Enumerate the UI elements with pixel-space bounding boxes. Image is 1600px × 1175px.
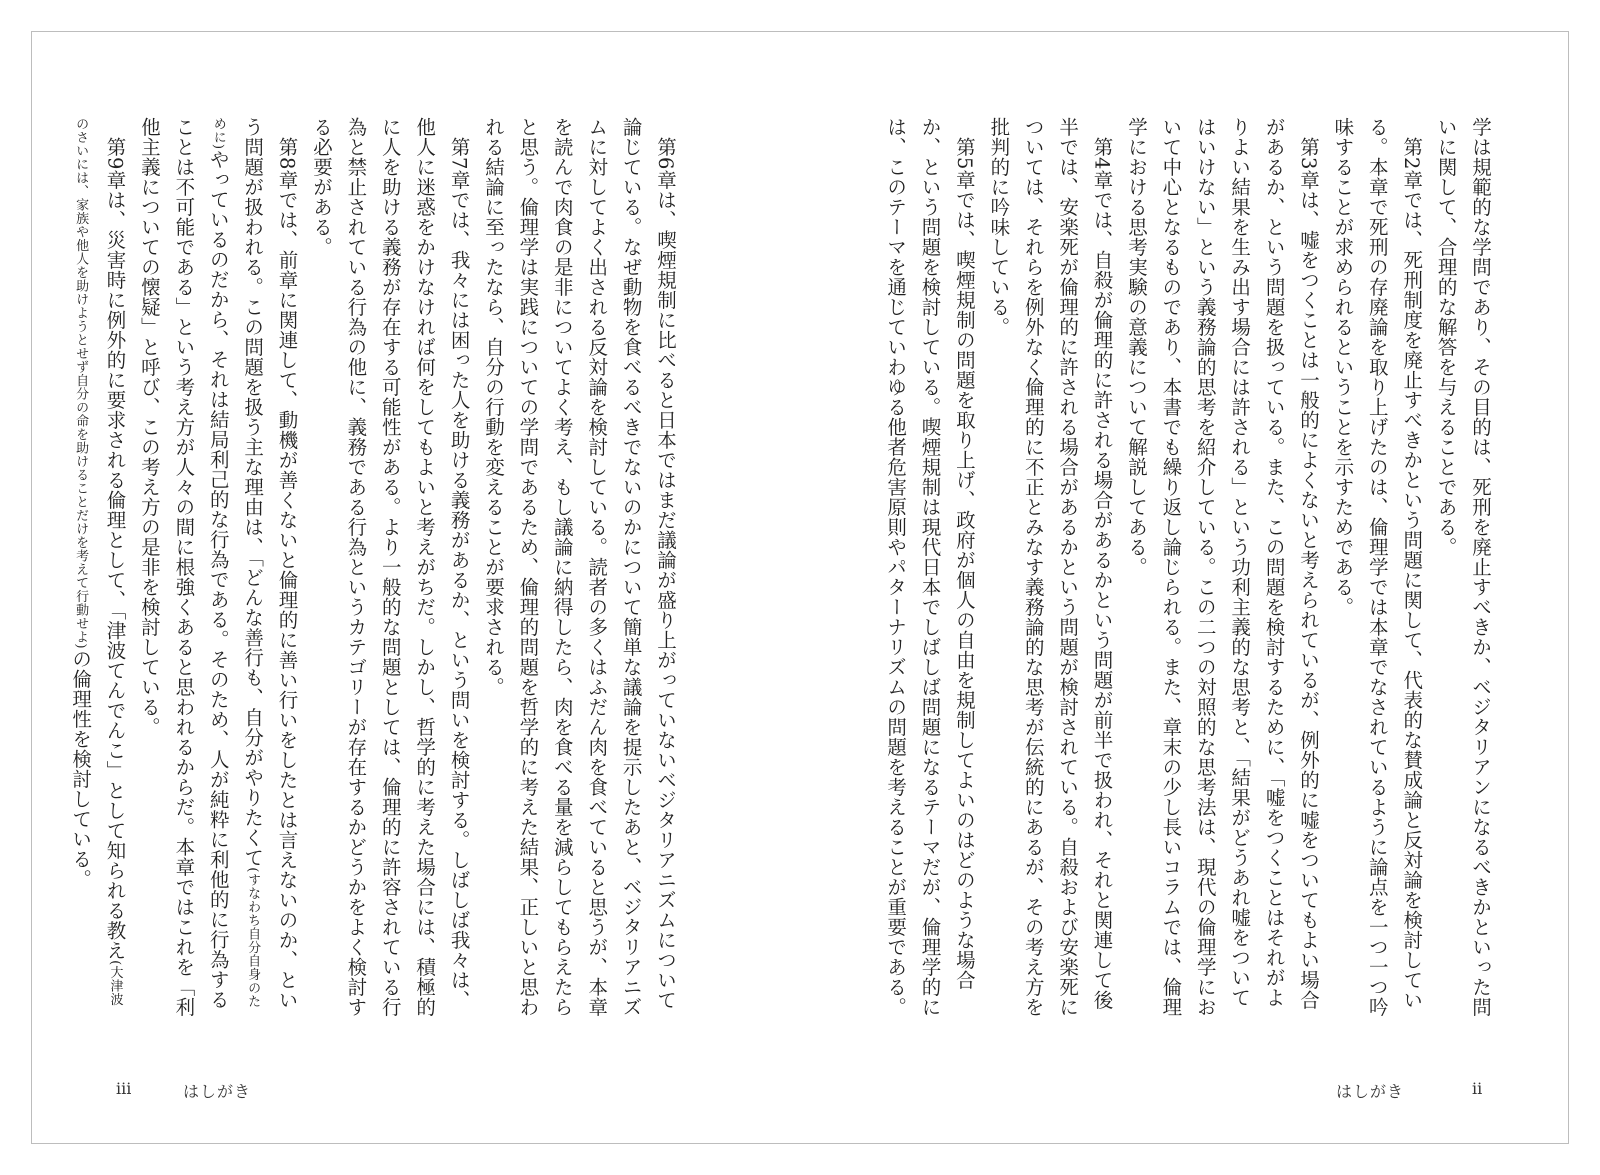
paragraph: 学は規範的な学問であり、その目的は、死刑を廃止すべきか、ベジタリアンになるべきかといった問いに関して、合理的な解答を与えることである。 xyxy=(1434,117,1492,1017)
paragraph: 第2章では、死刑制度を廃止すべきかという問題に関して、代表的な賛成論と反対論を検討している。本章で死刑の存廃論を取り上げたのは、倫理学では本章でなされているように論点を一つ一つ吟味することが求められるということを示すためである。 xyxy=(1331,117,1424,1017)
paragraph: 第5章では、喫煙規制の問題を取り上げ、政府が個人の自由を規制してよいのはどのような場合か、という問題を検討している。喫煙規制は現代日本でしばしば問題になるテーマだが、倫理学的には、このテーマを通じていわゆる他者危害原則やパターナリズムの問題を考えることが重要である。 xyxy=(884,117,976,1017)
paragraph: 第3章は、嘘をつくことは一般的によくないと考えられているが、例外的に嘘をついてもよい場合があるか、という問題を扱っている。また、この問題を検討するために、「嘘をつくことはそれがよりよい結果を生み出す場合には許される」という功利主義的な思考と、「結果がどうあれ嘘をついてはいけない」という義務論的思考を紹介している。この二つの対照的な思考法は、現代の倫理学において中心となるものであり、本書でも繰り返し論じられる。また、章末の少し長いコラムでは、倫理学における思考実験の意義について解説してある。 xyxy=(1124,117,1320,1017)
running-head-right: はしがき xyxy=(1336,1082,1405,1101)
page-number-right: ii xyxy=(1472,1079,1483,1098)
paragraph: 第7章では、我々には困った人を助ける義務があるか、という問いを検討する。しばしば我々は、他人に迷惑をかけなければ何をしてもよいと考えがちだ。しかし、哲学的に考えた場合には、積極的に人を助ける義務が存在する可能性がある。より一般的な問題としては、倫理的に許容されている行為と禁止されている行為の他に、義務である行為というカテゴリーが存在するかどうかをよく検討する必要がある。 xyxy=(309,117,471,1017)
paragraph: 第6章は、喫煙規制に比べると日本ではまだ議論が盛り上がっていないベジタリアニズムについて論じている。なぜ動物を食べるべきでないのかについて簡単な議論を提示したあと、ベジタリアニズムに対してよく出される反対論を検討している。読者の多くはふだん肉を食べていると思うが、本章を読んで肉食の是非についてよく考え、もし議論に納得したら、肉を食べる量を減らしてもらえたらと思う。倫理学は実践についての学問であるため、倫理的問題を哲学的に考えた結果、正しいと思われる結論に至ったなら、自分の行動を変えることが要求される。 xyxy=(481,117,677,1017)
paragraph-text: 第9章は、災害時に例外的に要求される倫理として、「津波てんでんこ」として知られる教え xyxy=(103,136,127,960)
book-spread xyxy=(31,31,1569,1144)
paragraph: 第4章では、自殺が倫理的に許される場合があるかという問題が前半で扱われ、それと関連して後半では、安楽死が倫理的に許される場合があるかという問題が検討されている。自殺および安楽死については、それらを例外なく倫理的に不正とみなす義務論的な思考が伝統的にあるが、その考え方を批判的に吟味している。 xyxy=(987,117,1114,1017)
page-number-left: iii xyxy=(116,1079,132,1098)
paragraph-text: 第8章では、前章に関連して、動機が善くないと倫理的に善い行いをしたとは言えないのか、という問題が扱われる。この問題を扱う主な理由は、「どんな善行も、自分がやりたくて xyxy=(241,117,299,1010)
left-page-text xyxy=(69,117,682,1017)
paragraph-text: やっているのだから、それは結局利己的な行為である。そのため、人が純粋に利他的に行為することは不可能である」という考え方が人々の間に根強くあると思われるからだ。本章ではこれを「利他主義についての懐疑」と呼び、この考え方の是非を検討している。 xyxy=(137,117,230,1017)
inline-note: (大津波のさいには、家族や他人を助けようとせず自分の命を助けることだけを考えて行動せよ) xyxy=(73,117,123,1006)
inline-note: (すなわち自分自身のために) xyxy=(210,117,261,1008)
paragraph xyxy=(63,117,132,1017)
running-head-left: はしがき xyxy=(183,1082,252,1101)
paragraph-text: の倫理性を検討している。 xyxy=(69,649,93,890)
right-page-text xyxy=(884,117,1497,1017)
paragraph xyxy=(132,117,304,1017)
